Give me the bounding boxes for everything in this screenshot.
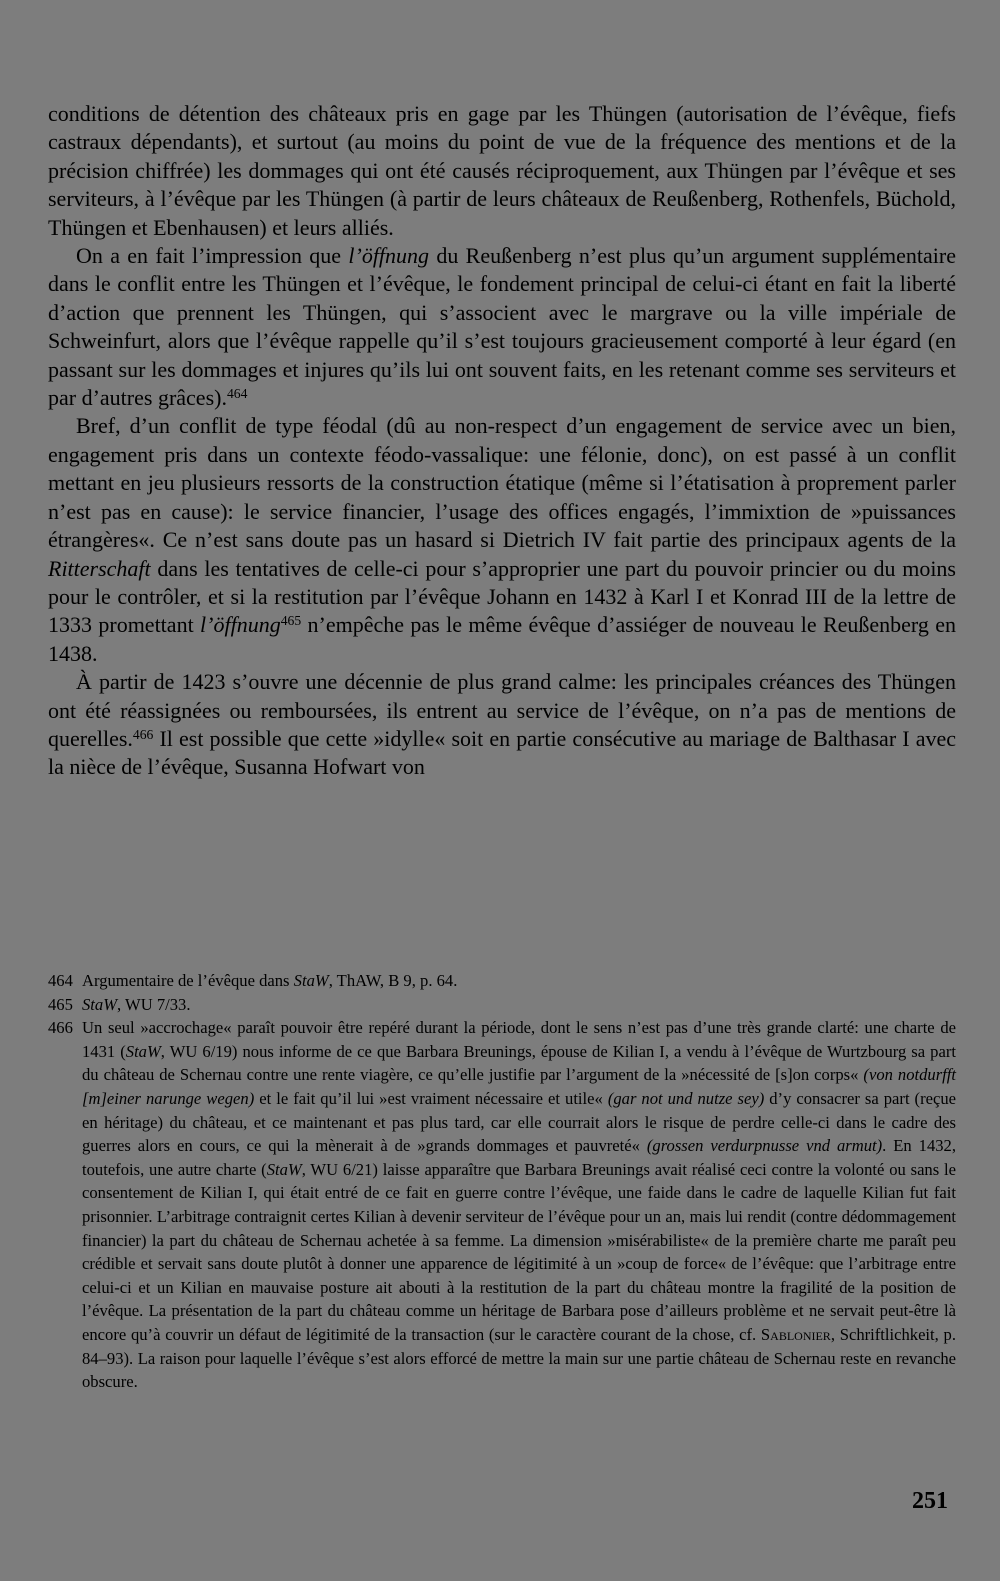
text-run: Bref, d’un conflit de type féodal (dû au non-respect d’un engagement de service avec un bien, engagement pris dans un contexte féodo-vassalique: une félonie, donc), on est passé à un conflit mettant en jeu plusieurs ressorts de la construction étatique (même si l’étatisation à proprement parler n’est pas en cause): le service financier, l’usage des offices engagés, l’immixtion de »puissances étrangères«. Ce n’est sans doute pas un hasard si Dietrich IV fait partie des principaux agents de la [48, 413, 956, 553]
footnote-466 [48, 1016, 956, 1394]
paragraph-4 [48, 668, 956, 782]
paragraph-3 [48, 412, 956, 668]
italic-term: Ritterschaft [48, 555, 151, 581]
footnotes [48, 969, 956, 1394]
footnote-ref-466[interactable]: 466 [132, 727, 154, 743]
text-run: et le fait qu’il lui »est vraiment nécessaire et utile« [254, 1088, 608, 1108]
footnote-number: 466 [48, 1018, 73, 1038]
body-text [48, 100, 956, 782]
text-run: Il est possible que cette »idylle« soit en partie consécutive au mariage de Balthasar I avec la nièce de l’évêque, Susanna Hofwart von [48, 725, 956, 780]
italic-term: l’öffnung [200, 612, 281, 638]
text-run: , ThAW, B 9, p. 64. [328, 971, 458, 990]
page-number: 251 [912, 1488, 948, 1514]
italic-term: (grossen verdurpnusse vnd armut) [646, 1136, 883, 1156]
text-run: Argumentaire de l’évêque dans [82, 971, 294, 990]
footnote-number: 464 [48, 971, 73, 990]
author-name: Sablonier [760, 1324, 831, 1344]
italic-term: (gar not und nutze sey) [607, 1088, 765, 1108]
text-run: Un seul »accrochage« paraît pouvoir être repéré durant la période, dont le sens n’est pas d’une très grande clarté: une charte de 1431 ( [82, 1018, 956, 1061]
text-run: , WU 7/33. [117, 994, 191, 1014]
text-run: . En 1432, toutefois, une autre charte ( [82, 1136, 956, 1179]
italic-term: (von notdurfft [m]einer narunge wegen) [82, 1065, 956, 1108]
text-run: On a en fait l’impression que [76, 243, 349, 269]
text-run: du Reußenberg n’est plus qu’un argument supplémentaire dans le conflit entre les Thüngen et l’évêque, le fondement principal de celui-ci étant en fait la liberté d’action que prennent les Thüngen, qui s’associent avec le margrave ou la ville impériale de Schweinfurt, alors que l’évêque rappelle qu’il s’est toujours gracieusement comporté à leur égard (en passant sur les dommages et injures qu’ils lui ont souvent faits, en les retenant comme ses serviteurs et par d’autres grâces). [48, 243, 956, 411]
text-run: dans les tentatives de celle-ci pour s’approprier une part du pouvoir princier ou du moins pour le contrôler, et si la restitution par l’évêque Johann en 1432 à Karl I et Konrad III de la lettre de 1333 promettant [48, 555, 956, 638]
footnote-ref-465[interactable]: 465 [280, 613, 302, 629]
text-run: , WU 6/19) nous informe de ce que Barbara Breunings, épouse de Kilian I, a vendu à l’évêque de Wurtzbourg sa part du château de Schernau contre une rente viagère, ce qu’elle justifie par l’argument de la »nécessité de [s]on corps« [82, 1041, 956, 1085]
text-run: d’y consacrer sa part (reçue en héritage) du château, et ce maintenant et pas plus tard, car elle courrait alors le risque de perdre celle-ci dans le cadre des guerres alors en cours, ce qui la mènerait à de »grands dommages et pauvreté« [82, 1088, 957, 1156]
italic-term: l’öffnung [348, 243, 430, 269]
footnote-number: 465 [48, 994, 73, 1014]
footnote-text [82, 1016, 956, 1394]
text-run: À partir de 1423 s’ouvre une décennie de plus grand calme: les principales créances des Thüngen ont été réassignées ou remboursées, ils entrent au service de l’évêque, on n’a pas de mentions de querelles. [48, 669, 956, 751]
footnote-464 [48, 969, 956, 993]
text-run: , WU 6/21) laisse apparaître que Barbara Breunings avait réalisé ceci contre la volonté ou sans le consentement de Kilian I, qui était entré de ce fait en guerre contre l’évêque, une faide dans le cadre de laquelle Kilian fut fait prisonnier. L’arbitrage contraignit certes Kilian à devenir serviteur de l’évêque pour un an, mais lui rendit (contre dédommagement financier) la part du château de Schernau achetée à sa femme. La dimension »misérabiliste« de la première charte me paraît peu crédible et servait sans doute plutôt à donner une apparence de légitimité à un »coup de force« de l’évêque: que l’arbitrage entre celui-ci et un Kilian en mauvaise posture ait abouti à la restitution de la part du château montre la fragilité de la position de l’évêque. La présentation de la part du château comme un héritage de Barbara pose d’ailleurs problème et ne servait peut-être là encore qu’à couvrir un défaut de légitimité de la transaction (sur le caractère courant de la chose, cf. [82, 1159, 956, 1344]
paragraph-1 [48, 100, 956, 242]
paragraph-2 [48, 242, 956, 412]
italic-term: StaW [293, 971, 329, 990]
footnote-text [82, 969, 956, 993]
footnote-ref-464[interactable]: 464 [226, 386, 248, 402]
footnote-465 [48, 993, 956, 1017]
text-run: , Schriftlichkeit, p. 84–93). La raison pour laquelle l’évêque s’est alors efforcé de mettre la main sur une partie château de Schernau reste en revanche obscure. [82, 1324, 957, 1392]
footnote-text [82, 993, 956, 1017]
italic-term: StaW [82, 994, 118, 1014]
italic-term: StaW [125, 1041, 161, 1061]
text-run: n’empêche pas le même évêque d’assiéger de nouveau le Reußenberg en 1438. [48, 612, 956, 666]
italic-term: StaW [266, 1159, 302, 1179]
text-run: conditions de détention des châteaux pris en gage par les Thüngen (autorisation de l’évêque, fiefs castraux dépendants), et surtout (au moins du point de vue de la fréquence des mentions et de la précision chiffrée) les dommages qui ont été causés réciproquement, aux Thüngen par l’évêque et ses serviteurs, à l’évêque par les Thüngen (à partir de leurs châteaux de Reußenberg, Rothenfels, Büchold, Thüngen et Ebenhausen) et leurs alliés. [48, 101, 956, 240]
